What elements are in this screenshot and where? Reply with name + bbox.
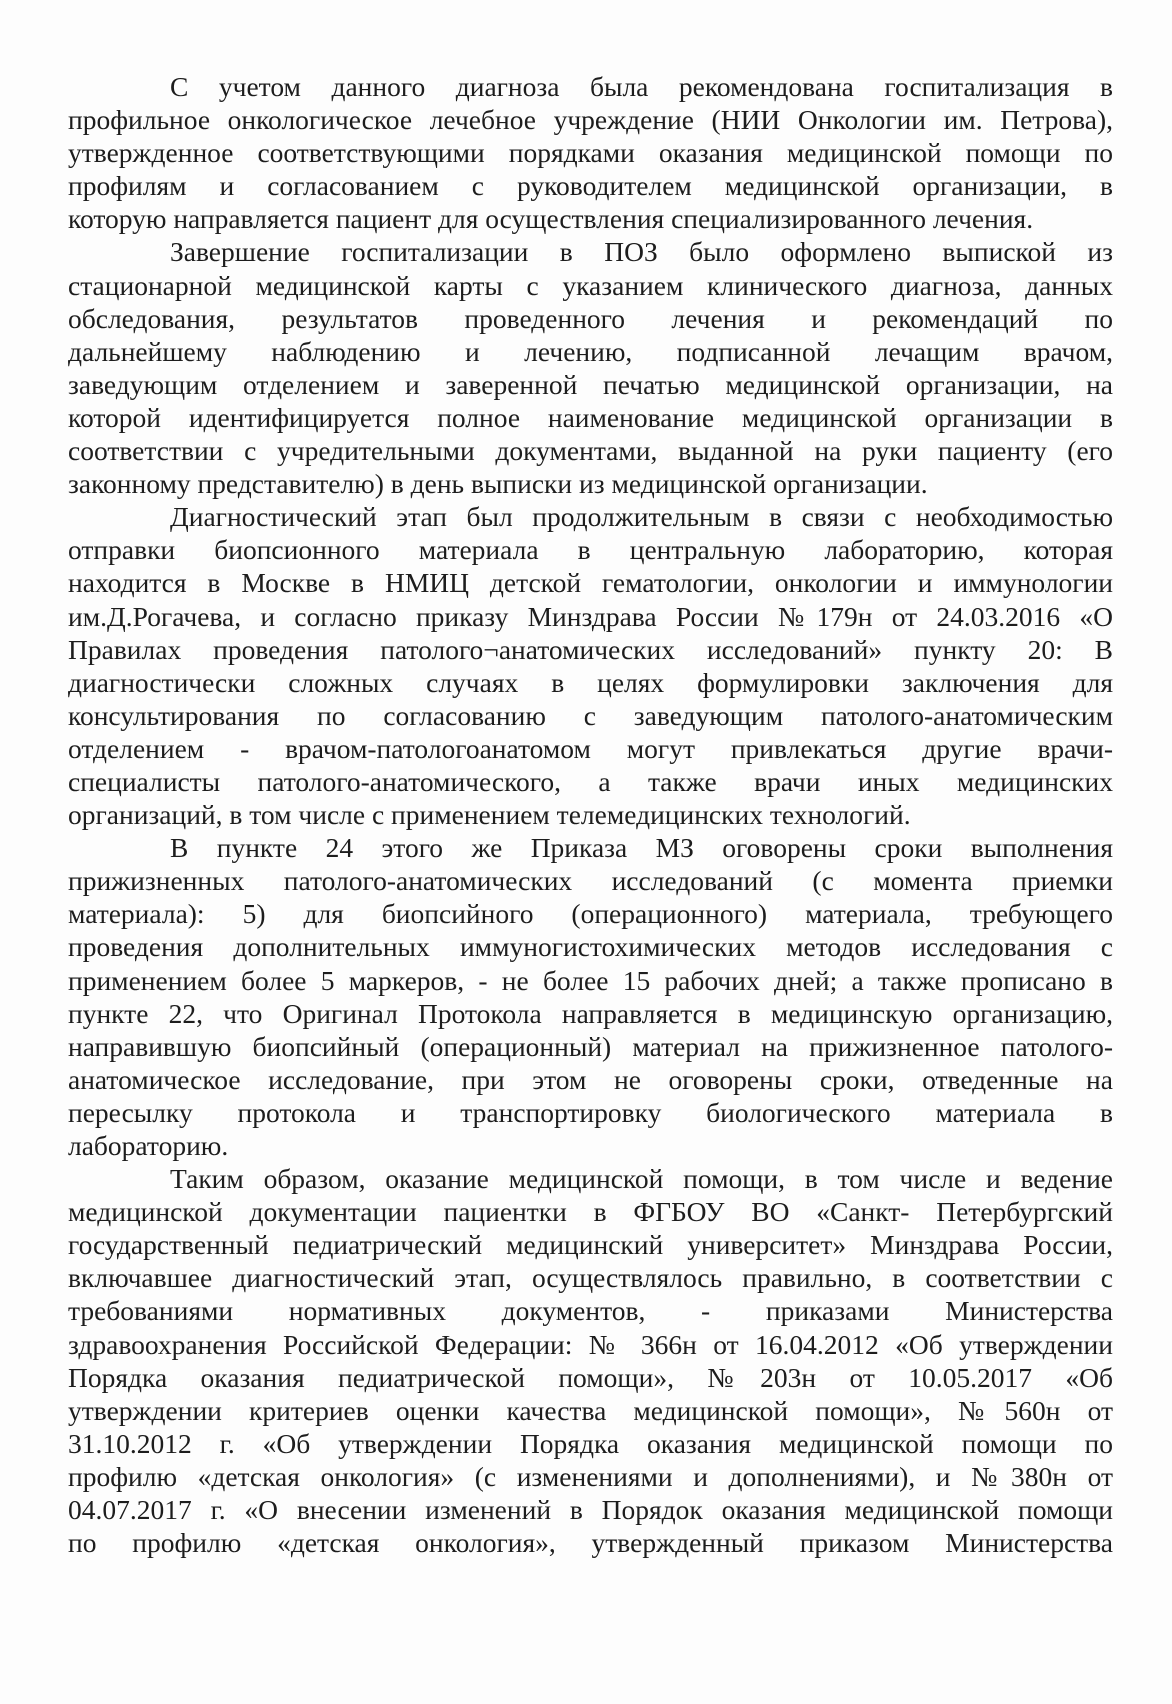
- text-line: медицинской документации пациентки в ФГБОУ ВО «Санкт- Петербургский: [68, 1196, 1113, 1228]
- text-line: которую направляется пациент для осуществления специализированного лечения.: [68, 203, 1034, 235]
- text-line: организаций, в том числе с применением телемедицинских технологий.: [68, 799, 911, 831]
- text-line: диагностически сложных случаях в целях формулировки заключения для: [68, 666, 1113, 698]
- text-line: Порядка оказания педиатрической помощи», №203н от 10.05.2017 «Об: [68, 1361, 1113, 1393]
- text-line: лабораторию.: [68, 1130, 229, 1161]
- text-line: которой идентифицируется полное наименование медицинской организации в: [68, 401, 1113, 433]
- text-line: прижизненных патолого-анатомических исследований (с момента приемки: [68, 865, 1113, 897]
- text-line: утверждении критериев оценки качества медицинской помощи», №560н от: [68, 1394, 1113, 1426]
- text-line: консультирования по согласованию с заведующим патолого-анатомическим: [68, 699, 1113, 731]
- text-line: профилю «детская онкология» (с изменениями и дополнениями), и №380н от: [68, 1460, 1113, 1492]
- text-line: по профилю «детская онкология», утвержденный приказом Министерства: [68, 1527, 1113, 1559]
- text-line: дальнейшему наблюдению и лечению, подписанной лечащим врачом,: [68, 335, 1113, 367]
- text-line: направившую биопсийный (операционный) материал на прижизненное патолого-: [68, 1030, 1113, 1062]
- text-line: С учетом данного диагноза была рекомендована госпитализация в: [170, 71, 1113, 102]
- text-line: отделением - врачом-патологоанатомом могут привлекаться другие врачи-: [68, 732, 1113, 764]
- paragraph: [68, 70, 1113, 235]
- paragraph: [68, 235, 1113, 500]
- text-line: здравоохранения Российской Федерации: № 366н от 16.04.2012 «Об утверждении: [68, 1328, 1113, 1360]
- text-line: проведения дополнительных иммуногистохимических методов исследования с: [68, 931, 1113, 963]
- text-line: профилям и согласованием с руководителем медицинской организации, в: [68, 170, 1113, 202]
- text-line: заведующим отделением и заверенной печатью медицинской организации, на: [68, 368, 1113, 400]
- paragraph: [68, 1162, 1113, 1559]
- paragraph: [68, 831, 1113, 1162]
- text-line: отправки биопсионного материала в центральную лабораторию, которая: [68, 534, 1113, 566]
- text-line: законному представителю) в день выписки из медицинской организации.: [68, 468, 928, 500]
- text-line: находится в Москве в НМИЦ детской гематологии, онкологии и иммунологии: [68, 567, 1113, 599]
- text-line: 31.10.2012 г. «Об утверждении Порядка оказания медицинской помощи по: [68, 1427, 1113, 1459]
- text-line: В пункте 24 этого же Приказа МЗ оговорены сроки выполнения: [170, 832, 1113, 864]
- text-line: 04.07.2017 г. «О внесении изменений в Порядок оказания медицинской помощи: [68, 1494, 1113, 1526]
- text-line: им.Д.Рогачева, и согласно приказу Минздрава России №179н от 24.03.2016 «О: [68, 600, 1113, 632]
- text-line: Правилах проведения патолого¬анатомических исследований» пункту 20: В: [68, 633, 1113, 665]
- text-line: включавшее диагностический этап, осуществлялось правильно, в соответствии с: [68, 1262, 1113, 1294]
- text-line: Диагностический этап был продолжительным в связи с необходимостью: [170, 501, 1113, 533]
- text-line: стационарной медицинской карты с указанием клинического диагноза, данных: [68, 269, 1113, 301]
- text-line: анатомическое исследование, при этом не оговорены сроки, отведенные на: [68, 1063, 1113, 1095]
- text-line: Завершение госпитализации в ПОЗ было оформлено выпиской из: [170, 236, 1113, 268]
- text-line: утвержденное соответствующими порядками оказания медицинской помощи по: [68, 137, 1113, 169]
- document-body: [68, 70, 1113, 1559]
- text-line: пункте 22, что Оригинал Протокола направляется в медицинскую организацию,: [68, 997, 1113, 1029]
- text-line: государственный педиатрический медицинский университет» Минздрава России,: [68, 1229, 1113, 1261]
- text-line: материала): 5) для биопсийного (операционного) материала, требующего: [68, 898, 1113, 930]
- paragraph: [68, 500, 1113, 831]
- text-line: обследования, результатов проведенного лечения и рекомендаций по: [68, 302, 1113, 334]
- text-line: пересылку протокола и транспортировку биологического материала в: [68, 1096, 1113, 1128]
- text-line: профильное онкологическое лечебное учреждение (НИИ Онкологии им. Петрова),: [68, 104, 1113, 136]
- text-line: применением более 5 маркеров, - не более 15 рабочих дней; а также прописано в: [68, 964, 1113, 996]
- text-line: специалисты патолого-анатомического, а также врачи иных медицинских: [68, 765, 1113, 797]
- text-line: требованиями нормативных документов, - приказами Министерства: [68, 1295, 1113, 1327]
- text-line: соответствии с учредительными документами, выданной на руки пациенту (его: [68, 435, 1113, 467]
- text-line: Таким образом, оказание медицинской помощи, в том числе и ведение: [170, 1163, 1113, 1195]
